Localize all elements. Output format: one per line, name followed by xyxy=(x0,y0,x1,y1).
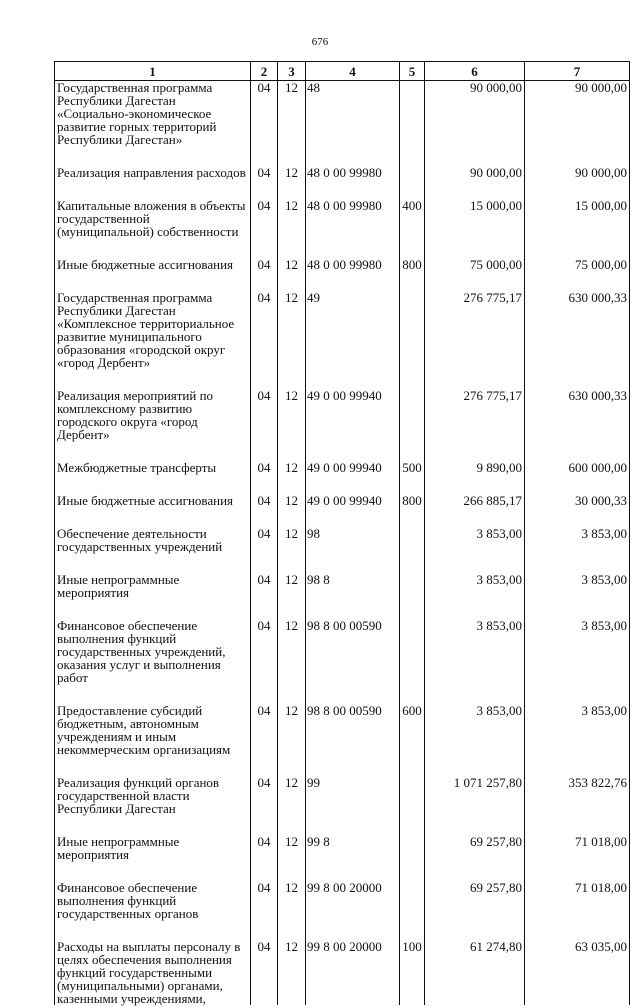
row-spacer xyxy=(55,599,630,619)
spacer-cell xyxy=(525,179,630,199)
header-row xyxy=(55,62,630,81)
row-spacer xyxy=(55,474,630,494)
column-header-1: 1 xyxy=(55,62,251,81)
spacer-cell xyxy=(400,474,425,494)
spacer-cell xyxy=(400,553,425,573)
row-name: Государственная программа Республики Дагестан «Социально-экономическое развитие горных территорий Республики Дагестан» xyxy=(55,81,251,147)
amount-year-2: 90 000,00 xyxy=(525,166,630,179)
subsection-code: 12 xyxy=(278,881,306,920)
spacer-cell xyxy=(400,238,425,258)
section-code: 04 xyxy=(251,199,278,238)
expense-type xyxy=(400,619,425,684)
section-code: 04 xyxy=(251,940,278,1005)
expense-type: 800 xyxy=(400,258,425,271)
spacer-cell xyxy=(525,756,630,776)
column-header-4: 4 xyxy=(306,62,400,81)
amount-year-1: 3 853,00 xyxy=(425,573,525,599)
section-code: 04 xyxy=(251,166,278,179)
spacer-cell xyxy=(400,756,425,776)
subsection-code: 12 xyxy=(278,199,306,238)
column-header-5: 5 xyxy=(400,62,425,81)
target-article: 98 xyxy=(306,527,400,553)
spacer-cell xyxy=(525,271,630,291)
section-code: 04 xyxy=(251,494,278,507)
row-spacer xyxy=(55,507,630,527)
spacer-cell xyxy=(251,146,278,166)
row-name: Предоставление субсидий бюджетным, автономным учреждениям и иным некоммерческим организациям xyxy=(55,704,251,756)
subsection-code: 12 xyxy=(278,776,306,815)
table-row xyxy=(55,199,630,238)
table-row xyxy=(55,527,630,553)
spacer-cell xyxy=(425,815,525,835)
spacer-cell xyxy=(525,146,630,166)
target-article: 98 8 00 00590 xyxy=(306,619,400,684)
section-code: 04 xyxy=(251,527,278,553)
spacer-cell xyxy=(278,684,306,704)
target-article: 99 xyxy=(306,776,400,815)
table-row xyxy=(55,81,630,147)
spacer-cell xyxy=(55,271,251,291)
target-article: 99 8 00 20000 xyxy=(306,881,400,920)
spacer-cell xyxy=(425,369,525,389)
table-row xyxy=(55,258,630,271)
amount-year-2: 15 000,00 xyxy=(525,199,630,238)
row-spacer xyxy=(55,684,630,704)
spacer-cell xyxy=(306,474,400,494)
spacer-cell xyxy=(55,146,251,166)
table-row xyxy=(55,494,630,507)
expense-type: 800 xyxy=(400,494,425,507)
amount-year-2: 71 018,00 xyxy=(525,835,630,861)
spacer-cell xyxy=(278,369,306,389)
spacer-cell xyxy=(400,920,425,940)
subsection-code: 12 xyxy=(278,166,306,179)
subsection-code: 12 xyxy=(278,494,306,507)
row-name: Финансовое обеспечение выполнения функций государственных учреждений, оказания услуг и выполнения работ xyxy=(55,619,251,684)
amount-year-1: 15 000,00 xyxy=(425,199,525,238)
table-row xyxy=(55,835,630,861)
table-row xyxy=(55,704,630,756)
column-header-3: 3 xyxy=(278,62,306,81)
target-article: 49 0 00 99940 xyxy=(306,461,400,474)
subsection-code: 12 xyxy=(278,81,306,147)
spacer-cell xyxy=(251,179,278,199)
target-article: 98 8 xyxy=(306,573,400,599)
amount-year-1: 3 853,00 xyxy=(425,527,525,553)
spacer-cell xyxy=(278,146,306,166)
row-spacer xyxy=(55,441,630,461)
spacer-cell xyxy=(251,599,278,619)
expense-type: 500 xyxy=(400,461,425,474)
row-name: Реализация функций органов государственной власти Республики Дагестан xyxy=(55,776,251,815)
expense-type xyxy=(400,835,425,861)
amount-year-2: 3 853,00 xyxy=(525,619,630,684)
spacer-cell xyxy=(251,920,278,940)
spacer-cell xyxy=(278,861,306,881)
spacer-cell xyxy=(425,441,525,461)
spacer-cell xyxy=(251,369,278,389)
target-article: 48 xyxy=(306,81,400,147)
row-spacer xyxy=(55,920,630,940)
subsection-code: 12 xyxy=(278,835,306,861)
spacer-cell xyxy=(251,684,278,704)
spacer-cell xyxy=(278,553,306,573)
spacer-cell xyxy=(55,599,251,619)
row-spacer xyxy=(55,146,630,166)
spacer-cell xyxy=(525,238,630,258)
subsection-code: 12 xyxy=(278,389,306,441)
spacer-cell xyxy=(278,507,306,527)
subsection-code: 12 xyxy=(278,461,306,474)
spacer-cell xyxy=(400,179,425,199)
spacer-cell xyxy=(525,474,630,494)
table-row xyxy=(55,166,630,179)
spacer-cell xyxy=(425,238,525,258)
amount-year-1: 1 071 257,80 xyxy=(425,776,525,815)
amount-year-2: 630 000,33 xyxy=(525,389,630,441)
spacer-cell xyxy=(251,441,278,461)
row-spacer xyxy=(55,553,630,573)
spacer-cell xyxy=(278,815,306,835)
amount-year-2: 75 000,00 xyxy=(525,258,630,271)
amount-year-2: 353 822,76 xyxy=(525,776,630,815)
row-spacer xyxy=(55,861,630,881)
row-spacer xyxy=(55,756,630,776)
amount-year-1: 266 885,17 xyxy=(425,494,525,507)
target-article: 99 8 00 20000 xyxy=(306,940,400,1005)
spacer-cell xyxy=(55,441,251,461)
amount-year-2: 71 018,00 xyxy=(525,881,630,920)
spacer-cell xyxy=(278,756,306,776)
spacer-cell xyxy=(306,441,400,461)
target-article: 48 0 00 99980 xyxy=(306,258,400,271)
spacer-cell xyxy=(306,146,400,166)
expense-type xyxy=(400,166,425,179)
spacer-cell xyxy=(525,599,630,619)
subsection-code: 12 xyxy=(278,291,306,369)
row-name: Реализация мероприятий по комплексному развитию городского округа «город Дербент» xyxy=(55,389,251,441)
target-article: 48 0 00 99980 xyxy=(306,199,400,238)
amount-year-2: 3 853,00 xyxy=(525,527,630,553)
amount-year-1: 3 853,00 xyxy=(425,619,525,684)
spacer-cell xyxy=(251,271,278,291)
amount-year-2: 600 000,00 xyxy=(525,461,630,474)
row-name: Реализация направления расходов xyxy=(55,166,251,179)
section-code: 04 xyxy=(251,573,278,599)
spacer-cell xyxy=(251,507,278,527)
spacer-cell xyxy=(55,756,251,776)
section-code: 04 xyxy=(251,619,278,684)
spacer-cell xyxy=(306,756,400,776)
amount-year-1: 276 775,17 xyxy=(425,389,525,441)
table-row xyxy=(55,619,630,684)
expense-type xyxy=(400,389,425,441)
row-name: Иные бюджетные ассигнования xyxy=(55,258,251,271)
spacer-cell xyxy=(251,861,278,881)
spacer-cell xyxy=(425,146,525,166)
subsection-code: 12 xyxy=(278,573,306,599)
spacer-cell xyxy=(425,179,525,199)
spacer-cell xyxy=(400,271,425,291)
amount-year-2: 630 000,33 xyxy=(525,291,630,369)
amount-year-2: 3 853,00 xyxy=(525,704,630,756)
row-name: Государственная программа Республики Дагестан «Комплексное территориальное развитие муниципального образования «городской округ «город Дербент» xyxy=(55,291,251,369)
spacer-cell xyxy=(425,553,525,573)
section-code: 04 xyxy=(251,258,278,271)
spacer-cell xyxy=(400,861,425,881)
spacer-cell xyxy=(425,861,525,881)
spacer-cell xyxy=(278,238,306,258)
spacer-cell xyxy=(55,238,251,258)
spacer-cell xyxy=(525,861,630,881)
amount-year-1: 3 853,00 xyxy=(425,704,525,756)
spacer-cell xyxy=(278,271,306,291)
row-name: Иные бюджетные ассигнования xyxy=(55,494,251,507)
column-header-7: 7 xyxy=(525,62,630,81)
expense-type xyxy=(400,527,425,553)
spacer-cell xyxy=(278,474,306,494)
section-code: 04 xyxy=(251,461,278,474)
spacer-cell xyxy=(425,599,525,619)
spacer-cell xyxy=(306,861,400,881)
amount-year-1: 61 274,80 xyxy=(425,940,525,1005)
spacer-cell xyxy=(525,815,630,835)
spacer-cell xyxy=(306,238,400,258)
spacer-cell xyxy=(251,238,278,258)
row-name: Иные непрограммные мероприятия xyxy=(55,573,251,599)
spacer-cell xyxy=(251,474,278,494)
expense-type xyxy=(400,776,425,815)
amount-year-2: 30 000,33 xyxy=(525,494,630,507)
subsection-code: 12 xyxy=(278,704,306,756)
amount-year-1: 69 257,80 xyxy=(425,835,525,861)
section-code: 04 xyxy=(251,704,278,756)
spacer-cell xyxy=(306,684,400,704)
row-spacer xyxy=(55,238,630,258)
spacer-cell xyxy=(306,553,400,573)
spacer-cell xyxy=(400,599,425,619)
spacer-cell xyxy=(251,756,278,776)
table-row xyxy=(55,389,630,441)
row-name: Финансовое обеспечение выполнения функций государственных органов xyxy=(55,881,251,920)
spacer-cell xyxy=(55,474,251,494)
section-code: 04 xyxy=(251,291,278,369)
table-row xyxy=(55,881,630,920)
section-code: 04 xyxy=(251,389,278,441)
table-row xyxy=(55,461,630,474)
spacer-cell xyxy=(55,179,251,199)
spacer-cell xyxy=(55,684,251,704)
row-name: Расходы на выплаты персоналу в целях обеспечения выполнения функций государственными (муниципальными) органами, казенными учреждениями, xyxy=(55,940,251,1005)
row-name: Капитальные вложения в объекты государственной (муниципальной) собственности xyxy=(55,199,251,238)
spacer-cell xyxy=(400,815,425,835)
amount-year-1: 90 000,00 xyxy=(425,81,525,147)
spacer-cell xyxy=(306,369,400,389)
section-code: 04 xyxy=(251,881,278,920)
spacer-cell xyxy=(55,507,251,527)
column-header-2: 2 xyxy=(251,62,278,81)
amount-year-2: 3 853,00 xyxy=(525,573,630,599)
spacer-cell xyxy=(306,815,400,835)
row-spacer xyxy=(55,815,630,835)
subsection-code: 12 xyxy=(278,527,306,553)
row-name: Обеспечение деятельности государственных учреждений xyxy=(55,527,251,553)
table-row xyxy=(55,776,630,815)
amount-year-1: 9 890,00 xyxy=(425,461,525,474)
spacer-cell xyxy=(525,369,630,389)
expense-type xyxy=(400,291,425,369)
spacer-cell xyxy=(55,815,251,835)
spacer-cell xyxy=(306,271,400,291)
row-spacer xyxy=(55,369,630,389)
row-name: Межбюджетные трансферты xyxy=(55,461,251,474)
spacer-cell xyxy=(400,684,425,704)
row-spacer xyxy=(55,271,630,291)
expense-type: 600 xyxy=(400,704,425,756)
spacer-cell xyxy=(278,920,306,940)
spacer-cell xyxy=(400,507,425,527)
expense-type xyxy=(400,881,425,920)
spacer-cell xyxy=(425,507,525,527)
table-body xyxy=(55,81,630,1006)
spacer-cell xyxy=(306,507,400,527)
expense-type xyxy=(400,573,425,599)
spacer-cell xyxy=(400,369,425,389)
spacer-cell xyxy=(306,920,400,940)
spacer-cell xyxy=(425,271,525,291)
spacer-cell xyxy=(55,920,251,940)
target-article: 49 0 00 99940 xyxy=(306,389,400,441)
section-code: 04 xyxy=(251,81,278,147)
expense-type: 400 xyxy=(400,199,425,238)
spacer-cell xyxy=(251,553,278,573)
amount-year-1: 276 775,17 xyxy=(425,291,525,369)
target-article: 98 8 00 00590 xyxy=(306,704,400,756)
spacer-cell xyxy=(306,179,400,199)
spacer-cell xyxy=(425,474,525,494)
column-header-6: 6 xyxy=(425,62,525,81)
spacer-cell xyxy=(400,441,425,461)
spacer-cell xyxy=(55,861,251,881)
target-article: 49 0 00 99940 xyxy=(306,494,400,507)
spacer-cell xyxy=(55,369,251,389)
expense-type xyxy=(400,81,425,147)
spacer-cell xyxy=(425,756,525,776)
subsection-code: 12 xyxy=(278,619,306,684)
target-article: 48 0 00 99980 xyxy=(306,166,400,179)
spacer-cell xyxy=(306,599,400,619)
spacer-cell xyxy=(425,920,525,940)
spacer-cell xyxy=(525,553,630,573)
spacer-cell xyxy=(525,684,630,704)
spacer-cell xyxy=(278,179,306,199)
section-code: 04 xyxy=(251,776,278,815)
spacer-cell xyxy=(525,920,630,940)
table-row xyxy=(55,291,630,369)
target-article: 99 8 xyxy=(306,835,400,861)
spacer-cell xyxy=(425,684,525,704)
budget-table xyxy=(54,61,630,1005)
spacer-cell xyxy=(400,146,425,166)
row-spacer xyxy=(55,179,630,199)
page-number: 676 xyxy=(311,36,329,48)
spacer-cell xyxy=(55,553,251,573)
amount-year-1: 75 000,00 xyxy=(425,258,525,271)
spacer-cell xyxy=(525,441,630,461)
amount-year-1: 90 000,00 xyxy=(425,166,525,179)
target-article: 49 xyxy=(306,291,400,369)
amount-year-2: 63 035,00 xyxy=(525,940,630,1005)
spacer-cell xyxy=(525,507,630,527)
table-row xyxy=(55,940,630,1005)
spacer-cell xyxy=(278,441,306,461)
section-code: 04 xyxy=(251,835,278,861)
table-row xyxy=(55,573,630,599)
expense-type: 100 xyxy=(400,940,425,1005)
subsection-code: 12 xyxy=(278,258,306,271)
subsection-code: 12 xyxy=(278,940,306,1005)
amount-year-2: 90 000,00 xyxy=(525,81,630,147)
amount-year-1: 69 257,80 xyxy=(425,881,525,920)
row-name: Иные непрограммные мероприятия xyxy=(55,835,251,861)
spacer-cell xyxy=(278,599,306,619)
spacer-cell xyxy=(251,815,278,835)
